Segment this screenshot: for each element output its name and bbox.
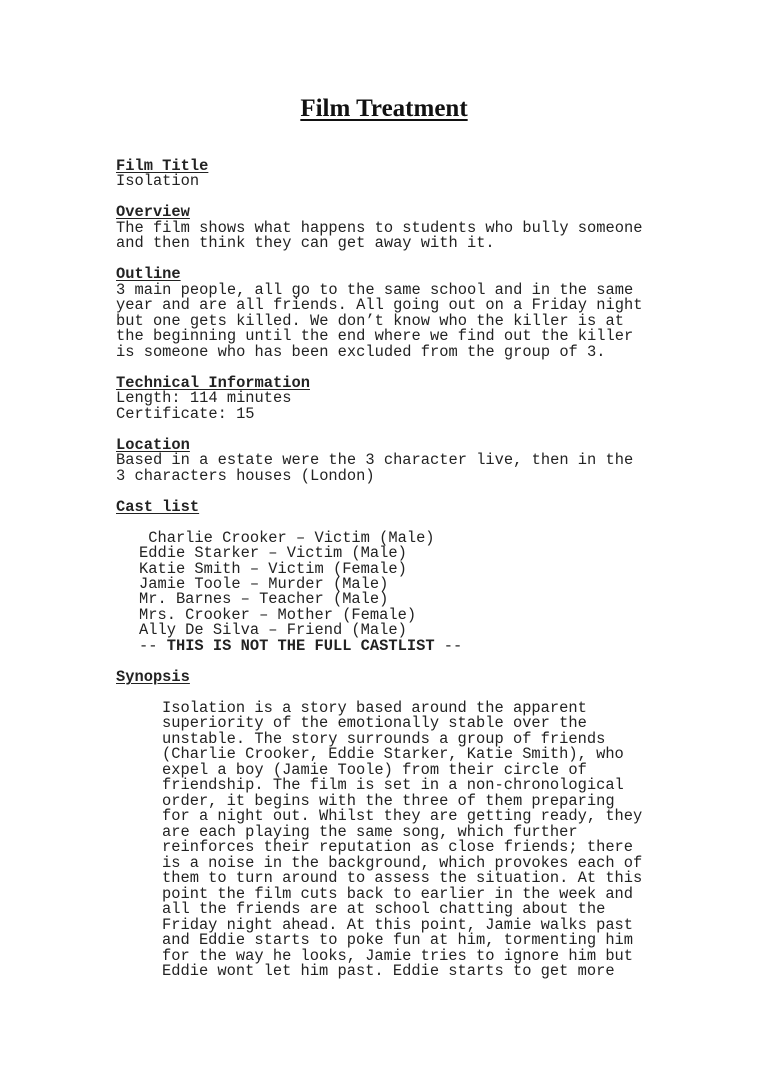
cast-footer-note: THIS IS NOT THE FULL CASTLIST [166, 637, 435, 655]
location-line: Based in a estate were the 3 character live, then in the [116, 451, 634, 469]
synopsis-line: are each playing the same song, which further [162, 823, 578, 841]
synopsis-line: and Eddie starts to poke fun at him, tormenting him [162, 931, 634, 949]
cast-member: Eddie Starker – Victim (Male) [139, 544, 407, 562]
overview-line: The film shows what happens to students who bully someone [116, 219, 643, 237]
film-title-line: Isolation [116, 172, 200, 190]
outline-line: year and are all friends. All going out on a Friday night [116, 296, 643, 314]
synopsis-line: (Charlie Crooker, Eddie Starker, Katie Smith), who [162, 745, 624, 763]
synopsis-line: expel a boy (Jamie Toole) from their circle of [162, 761, 587, 779]
section-heading-overview: Overview [116, 203, 190, 221]
synopsis-line: is a noise in the background, which provokes each of [162, 854, 643, 872]
section-heading-film-title: Film Title [116, 157, 209, 175]
section-heading-synopsis: Synopsis [116, 668, 190, 686]
technical-line-length: Length: 114 minutes [116, 389, 292, 407]
document-title: Film Treatment [300, 95, 468, 122]
synopsis-line: reinforces their reputation as close friends; there [162, 838, 634, 856]
synopsis-line: Friday night ahead. At this point, Jamie walks past [162, 916, 634, 934]
outline-line: but one gets killed. We don’t know who the killer is at [116, 312, 624, 330]
section-heading-location: Location [116, 436, 190, 454]
cast-member: Ally De Silva – Friend (Male) [139, 621, 407, 639]
section-heading-technical-information: Technical Information [116, 374, 310, 392]
cast-member: Mr. Barnes – Teacher (Male) [139, 590, 389, 608]
cast-member: Jamie Toole – Murder (Male) [139, 575, 389, 593]
section-heading-cast-list: Cast list [116, 498, 200, 516]
technical-line-certificate: Certificate: 15 [116, 405, 255, 423]
outline-line: is someone who has been excluded from the group of 3. [116, 343, 606, 361]
section-heading-outline: Outline [116, 265, 181, 283]
synopsis-line: superiority of the emotionally stable over the [162, 714, 587, 732]
synopsis-line: Isolation is a story based around the apparent [162, 699, 587, 717]
cast-member: Charlie Crooker – Victim (Male) [139, 529, 435, 547]
synopsis-line: order, it begins with the three of them preparing [162, 792, 615, 810]
outline-line: the beginning until the end where we find out the killer [116, 327, 634, 345]
synopsis-line: for a night out. Whilst they are getting ready, they [162, 807, 643, 825]
cast-footer-dashes-left: -- [139, 637, 167, 655]
synopsis-line: Eddie wont let him past. Eddie starts to get more [162, 962, 615, 980]
synopsis-line: for the way he looks, Jamie tries to ignore him but [162, 947, 634, 965]
synopsis-line: all the friends are at school chatting about the [162, 900, 606, 918]
cast-footer-dashes-right: -- [434, 637, 463, 655]
location-line: 3 characters houses (London) [116, 467, 375, 485]
outline-line: 3 main people, all go to the same school and in the same [116, 281, 634, 299]
overview-line: and then think they can get away with it. [116, 234, 495, 252]
synopsis-line: unstable. The story surrounds a group of friends [162, 730, 606, 748]
cast-list-footer [139, 639, 462, 655]
synopsis-line: point the film cuts back to earlier in the week and [162, 885, 634, 903]
cast-member: Mrs. Crooker – Mother (Female) [139, 606, 417, 624]
cast-member: Katie Smith – Victim (Female) [139, 560, 407, 578]
synopsis-line: them to turn around to assess the situation. At this [162, 869, 643, 887]
synopsis-line: friendship. The film is set in a non-chronological [162, 776, 624, 794]
